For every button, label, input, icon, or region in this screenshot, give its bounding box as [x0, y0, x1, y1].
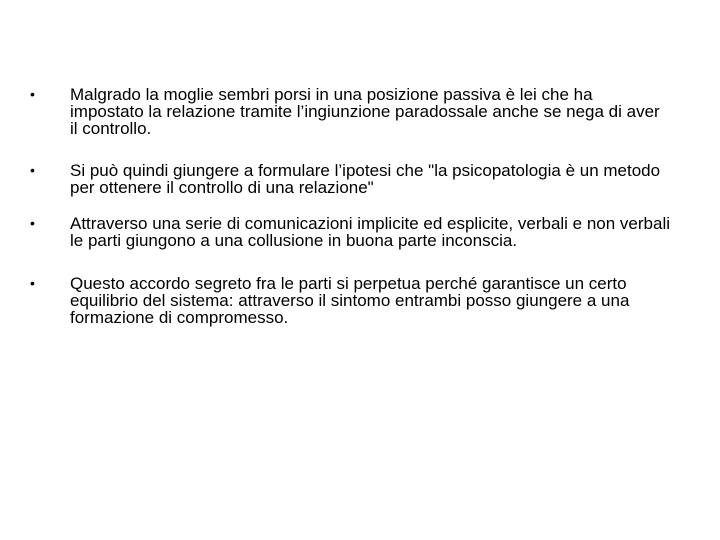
bullet-item-2 [30, 162, 670, 196]
bullet-item-3 [30, 215, 670, 249]
bullet-icon: • [30, 275, 35, 291]
bullet-icon: • [30, 215, 35, 231]
bullet-text: Questo accordo segreto fra le parti si perpetua perché garantisce un certo equilibrio del sistema: attraverso il sintomo entrambi posso giungere a una formazione di compromesso. [70, 274, 630, 327]
bullet-text: Attraverso una serie di comunicazioni implicite ed esplicite, verbali e non verbali le parti giungono a una collusione in buona parte inconscia. [70, 214, 671, 250]
bullet-text: Si può quindi giungere a formulare l’ipotesi che "la psicopatologia è un metodo per ottenere il controllo di una relazione" [70, 161, 661, 197]
bullet-icon: • [30, 162, 35, 178]
bullet-item-1 [30, 86, 670, 137]
bullet-icon: • [30, 86, 35, 102]
bullet-text: Malgrado la moglie sembri porsi in una posizione passiva è lei che ha impostato la relazione tramite l’ingiunzione paradossale anche se nega di aver il controllo. [70, 85, 660, 138]
bullet-item-4 [30, 275, 670, 326]
bullet-list [30, 86, 670, 351]
